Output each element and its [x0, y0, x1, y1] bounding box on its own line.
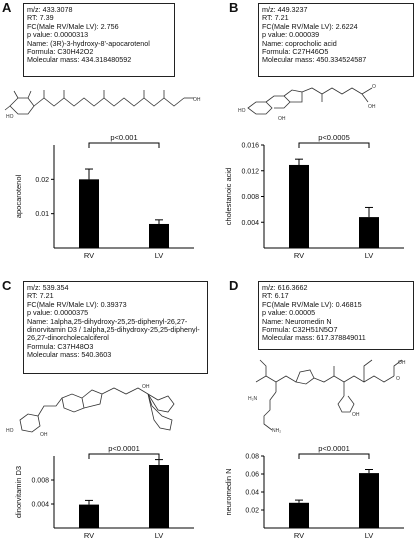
metabolite-info-box-a: [23, 3, 175, 77]
molecule-structure-a: [4, 80, 204, 122]
bar: [79, 179, 99, 248]
info-mass: Molecular mass: 540.3603: [27, 350, 112, 360]
info-name: Name: (3R)-3-hydroxy-8'-apocarotenol: [27, 38, 150, 48]
info-rt: RT: 7.21: [27, 291, 54, 301]
info-name: Name: Neuromedin N: [262, 316, 332, 326]
info-name: Name: 1alpha,25-dihydroxy-25,25-diphenyl-26,27-dinorvitamin D3 / 1alpha,25-dihydroxy-25,25-diphenyl-26,27-dinorcholecalciferol: [27, 316, 200, 343]
y-tick-label: 0.004: [31, 501, 49, 509]
bar: [149, 224, 169, 248]
info-formula: Formula: C32H51N5O7: [262, 325, 338, 335]
significance-bracket: [299, 454, 369, 459]
y-axis-label: apocarotenol: [14, 174, 23, 219]
info-mz: m/z: 449.3237: [262, 5, 308, 14]
info-mass: Molecular mass: 617.378849011: [262, 333, 366, 343]
p-value-annotation: p<0.001: [110, 133, 138, 142]
y-axis-label: dinorvitamin D3: [14, 465, 23, 519]
x-tick-label: RV: [293, 531, 305, 540]
x-tick-label: LV: [364, 531, 374, 540]
info-formula: Formula: C37H48O3: [27, 341, 94, 351]
y-tick-label: 0.02: [245, 507, 259, 515]
svg-text:OH: OH: [40, 432, 48, 438]
x-tick-label: RV: [83, 251, 95, 260]
svg-text:O: O: [372, 84, 376, 90]
info-name: Name: coprocholic acid: [262, 38, 337, 48]
bar-chart-a: [0, 125, 209, 275]
info-fc: FC(Male RV/Male LV): 2.6224: [262, 21, 358, 31]
molecule-structure-c: [2, 376, 207, 438]
y-tick-label: 0.016: [241, 142, 259, 150]
x-tick-label: LV: [364, 251, 374, 260]
info-pvalue: p value: 0.00005: [262, 308, 316, 318]
panel-label-d: D: [229, 278, 239, 293]
svg-text:O: O: [396, 376, 400, 382]
panel-label-a: A: [2, 0, 12, 15]
svg-text:HO: HO: [6, 114, 14, 120]
panel-label-b: B: [229, 0, 239, 15]
y-tick-label: 0.008: [31, 477, 49, 485]
info-mz: m/z: 539.354: [27, 283, 69, 292]
y-tick-label: 0.08: [245, 453, 259, 461]
svg-text:H₂N: H₂N: [248, 396, 258, 402]
y-tick-label: 0.012: [241, 168, 259, 176]
info-formula: Formula: C30H42O2: [27, 47, 94, 57]
svg-text:OH: OH: [368, 104, 376, 110]
info-pvalue: p value: 0.0000375: [27, 308, 89, 318]
x-tick-label: RV: [83, 531, 95, 540]
info-mz: m/z: 433.3078: [27, 5, 73, 14]
svg-text:OH: OH: [278, 116, 286, 122]
svg-text:HO: HO: [238, 108, 246, 114]
x-tick-label: RV: [293, 251, 305, 260]
y-tick-label: 0.004: [241, 219, 259, 227]
significance-bracket: [89, 454, 159, 459]
y-tick-label: 0.06: [245, 471, 259, 479]
p-value-annotation: p<0.0001: [318, 444, 350, 453]
info-pvalue: p value: 0.0000313: [27, 30, 89, 40]
bar-chart-d: [210, 440, 419, 550]
bar: [289, 165, 309, 248]
info-mass: Molecular mass: 450.334524587: [262, 55, 367, 65]
molecule-structure-b: [238, 80, 408, 125]
p-value-annotation: p<0.0001: [108, 444, 140, 453]
info-rt: RT: 6.17: [262, 291, 289, 301]
info-mass: Molecular mass: 434.318480592: [27, 55, 132, 65]
significance-bracket: [89, 143, 159, 148]
panel-label-c: C: [2, 278, 12, 293]
svg-text:OH: OH: [193, 97, 201, 103]
info-rt: RT: 7.21: [262, 13, 289, 23]
info-fc: FC(Male RV/Male LV): 2.756: [27, 21, 119, 31]
svg-text:OH: OH: [142, 384, 150, 390]
bar: [79, 505, 99, 528]
y-tick-label: 0.02: [35, 176, 49, 184]
significance-bracket: [299, 143, 369, 148]
bar-chart-c: [0, 440, 209, 550]
bar: [359, 473, 379, 528]
y-tick-label: 0.01: [35, 211, 49, 219]
info-formula: Formula: C27H46O5: [262, 47, 329, 57]
bar-chart-b: [210, 125, 419, 275]
x-tick-label: LV: [154, 531, 164, 540]
y-axis-label: neuromedin N: [224, 468, 233, 516]
metabolite-info-box-b: [258, 3, 414, 77]
info-rt: RT: 7.39: [27, 13, 54, 23]
bar: [289, 503, 309, 528]
bar: [149, 465, 169, 528]
svg-text:OH: OH: [352, 412, 360, 418]
metabolite-info-box-c: [23, 281, 208, 374]
svg-text:HO: HO: [6, 428, 14, 434]
y-tick-label: 0.04: [245, 489, 259, 497]
bar: [359, 217, 379, 248]
svg-text:NH₂: NH₂: [272, 428, 282, 434]
info-pvalue: p value: 0.000039: [262, 30, 320, 40]
y-tick-label: 0.008: [241, 194, 259, 201]
y-axis-label: cholestanoic acid: [224, 167, 233, 226]
metabolite-info-box-d: [258, 281, 414, 350]
x-tick-label: LV: [154, 251, 164, 260]
info-mz: m/z: 616.3662: [262, 283, 308, 292]
info-fc: FC(Male RV/Male LV): 0.39373: [27, 299, 127, 309]
info-fc: FC(Male RV/Male LV): 0.46815: [262, 299, 362, 309]
svg-text:OH: OH: [398, 360, 406, 366]
molecule-structure-d: [226, 352, 416, 434]
p-value-annotation: p<0.0005: [318, 133, 350, 142]
